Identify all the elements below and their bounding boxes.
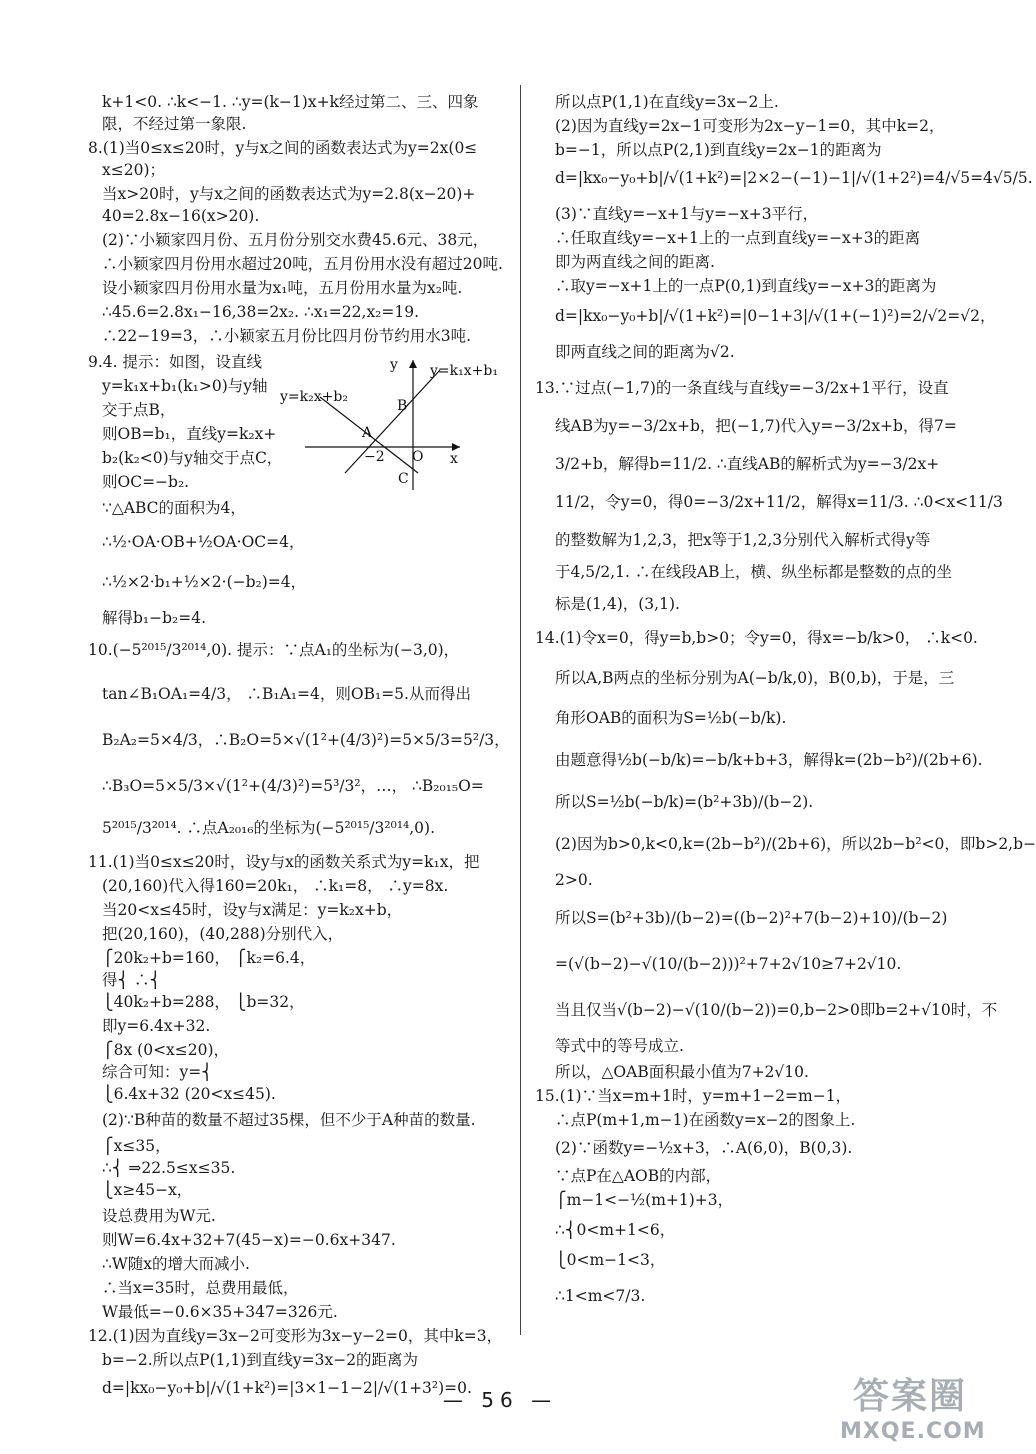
left-text-line: (2)∵B种苗的数量不超过35棵，但不少于A种苗的数量. xyxy=(102,1111,476,1129)
left-text-line: 解得b₁−b₂=4. xyxy=(102,609,207,627)
left-text-line: 12.(1)因为直线y=3x−2可变形为3x−y−2=0，其中k=3， xyxy=(88,1327,503,1345)
left-text-line: ⎧x≤35， xyxy=(102,1137,171,1155)
left-text-line: 限，不经过第一象限. xyxy=(102,115,247,133)
left-text-line: k+1<0. ∴k<−1. ∴y=(k−1)x+k经过第二、三、四象 xyxy=(102,93,479,111)
left-text-line: ∴小颖家四月份用水超过20吨，五月份用水没有超过20吨. xyxy=(102,255,503,273)
right-text-line: ∵点P在△AOB的内部， xyxy=(555,1167,722,1185)
left-text-line: B₂A₂=5×4/3，∴B₂O=5×√(1²+(4/3)²)=5×5/3=5²/3， xyxy=(102,731,510,749)
right-text-line: d=|kx₀−y₀+b|/√(1+k²)=|2×2−(−1)−1|/√(1+2²)=4/√5=4√5/5. xyxy=(555,169,1033,187)
line-intersection-figure xyxy=(280,355,510,495)
right-text-line: 所以S=(b²+3b)/(b−2)=((b−2)²+7(b−2)+10)/(b−2) xyxy=(555,909,948,927)
right-text-line: 标是(1,4)，(3,1). xyxy=(555,595,680,613)
right-text-line: 线AB为y=−3/2x+b，把(−1,7)代入y=−3/2x+b，得7= xyxy=(555,417,957,435)
left-text-line: ⎧20k₂+b=160， ⎧k₂=6.4， xyxy=(102,949,316,967)
left-text-line: 40=2.8x−16(x>20). xyxy=(102,207,260,225)
x-axis-label: x xyxy=(450,451,458,467)
left-text-line: ⎧8x (0<x≤20)， xyxy=(102,1041,230,1059)
right-text-line: =(√(b−2)−√(10/(b−2)))²+7+2√10≥7+2√10. xyxy=(555,955,902,973)
left-text-line: ⎩6.4x+32 (20<x≤45). xyxy=(102,1085,276,1103)
right-text-line: (2)∵函数y=−½x+3，∴A(6,0)，B(0,3). xyxy=(555,1139,853,1157)
left-text-line: (20,160)代入得160=20k₁， ∴k₁=8， ∴y=8x. xyxy=(102,877,449,895)
right-text-line: ⎧m−1<−½(m+1)+3， xyxy=(555,1191,734,1209)
right-text-line: 3/2+b，解得b=11/2. ∴直线AB的解析式为y=−3/2x+ xyxy=(555,455,940,473)
watermark xyxy=(840,1368,986,1444)
right-text-line: 15.(1)∵当x=m+1时，y=m+1−2=m−1， xyxy=(535,1087,852,1105)
right-text-line: ∴任取直线y=−x+1上的一点到直线y=−x+3的距离 xyxy=(555,229,921,247)
right-text-line: 所以S=½b(−b/k)=(b²+3b)/(b−2). xyxy=(555,793,814,811)
left-text-line: ∴⎨ ⇒22.5≤x≤35. xyxy=(102,1159,236,1177)
right-text-line: 所以A,B两点的坐标分别为A(−b/k,0)，B(0,b)，于是，三 xyxy=(555,669,955,687)
point-b-label: B xyxy=(397,398,408,414)
left-text-line: b=−2.所以点P(1,1)到直线y=3x−2的距离为 xyxy=(102,1351,419,1369)
left-text-line: 则OB=b₁，直线y=k₂x+ xyxy=(102,425,277,443)
left-text-line: 交于点B， xyxy=(102,401,176,419)
left-text-line: 当x>20时，y与x之间的函数表达式为y=2.8(x−20)+ xyxy=(102,185,476,203)
left-text-line: y=k₁x+b₁(k₁>0)与y轴 xyxy=(102,377,268,395)
right-text-line: (3)∵直线y=−x+1与y=−x+3平行， xyxy=(555,205,819,223)
right-text-line: ∴点P(m+1,m−1)在函数y=x−2的图象上. xyxy=(555,1111,856,1129)
right-text-line: (2)因为b>0,k<0,k=(2b−b²)/(2b+6)，所以2b−b²<0，即b>2,b− xyxy=(555,835,1036,853)
left-text-line: 把(20,160)，(40,288)分别代入， xyxy=(102,925,344,943)
page-number: — 56 — xyxy=(442,1388,558,1412)
point-a-label: A xyxy=(362,425,373,441)
right-text-line: 即为两直线之间的距离. xyxy=(555,253,715,271)
origin-label: O xyxy=(412,449,424,465)
right-text-line: 的整数解为1,2,3，把x等于1,2,3分别代入解析式得y等 xyxy=(555,531,931,549)
left-text-line: ∴W随x的增大而减小. xyxy=(102,1255,250,1273)
point-c-label: C xyxy=(398,471,409,487)
left-text-line: d=|kx₀−y₀+b|/√(1+k²)=|3×1−1−2|/√(1+3²)=0. xyxy=(102,1379,472,1397)
left-text-line: 11.(1)当0≤x≤20时，设y与x的函数关系式为y=k₁x，把 xyxy=(88,853,480,871)
right-text-line: 即两直线之间的距离为√2. xyxy=(555,343,735,361)
right-text-line: ∴1<m<7/3. xyxy=(555,1287,646,1305)
left-text-line: 得⎨ ∴⎨ xyxy=(102,971,162,989)
left-text-line: 8.(1)当0≤x≤20时，y与x之间的函数表达式为y=2x(0≤ xyxy=(88,139,478,157)
left-text-line: b₂(k₂<0)与y轴交于点C， xyxy=(102,449,283,467)
left-text-line: ∴22−19=3，∴小颖家五月份比四月份节约用水3吨. xyxy=(102,327,472,345)
right-text-line: 13.∵过点(−1,7)的一条直线与直线y=−3/2x+1平行，设直 xyxy=(535,379,949,397)
right-text-line: ⎩0<m−1<3， xyxy=(555,1251,666,1269)
right-text-line: 所以点P(1,1)在直线y=3x−2上. xyxy=(555,93,779,111)
right-text-line: ∴取y=−x+1上的一点P(0,1)到直线y=−x+3的距离为 xyxy=(555,277,937,295)
right-text-line: 角形OAB的面积为S=½b(−b/k). xyxy=(555,709,787,727)
left-text-line: W最低=−0.6×35+347=326元. xyxy=(102,1303,338,1321)
right-text-line: 等式中的等号成立. xyxy=(555,1037,684,1055)
left-text-line: 则W=6.4x+32+7(45−x)=−0.6x+347. xyxy=(102,1231,396,1249)
right-text-line: 2>0. xyxy=(555,871,593,889)
left-text-line: 综合可知：y=⎨ xyxy=(102,1063,213,1081)
left-text-line: ∴½·OA·OB+½OA·OC=4， xyxy=(102,533,305,551)
tick-label: −2 xyxy=(364,449,385,465)
right-text-line: b=−1，所以点P(2,1)到直线y=2x−1的距离为 xyxy=(555,141,882,159)
watermark-url: MXQE.COM xyxy=(840,1419,986,1444)
right-text-line: 于4,5/2,1. ∴在线段AB上，横、纵坐标都是整数的点的坐 xyxy=(555,563,952,581)
left-text-line: 设总费用为W元. xyxy=(102,1207,216,1225)
right-text-line: ∴⎨0<m+1<6， xyxy=(555,1221,676,1239)
right-text-line: 11/2，令y=0，得0=−3/2x+11/2，解得x=11/3. ∴0<x<11/3 xyxy=(555,493,1003,511)
left-text-line: x≤20)； xyxy=(102,161,165,179)
left-text-line: ⎩40k₂+b=288， ⎩b=32， xyxy=(102,993,305,1011)
left-text-line: (2)∵小颖家四月份、五月份分别交水费45.6元、38元， xyxy=(102,231,489,249)
left-text-line: ∵△ABC的面积为4， xyxy=(102,499,246,517)
left-text-line: ∴½×2·b₁+½×2·(−b₂)=4， xyxy=(102,573,307,591)
y-axis-label: y xyxy=(390,357,398,373)
left-text-line: ⎩x≥45−x， xyxy=(102,1181,193,1199)
left-text-line: 即y=6.4x+32. xyxy=(102,1017,211,1035)
right-text-line: (2)因为直线y=2x−1可变形为2x−y−1=0，其中k=2， xyxy=(555,117,945,135)
right-text-line: 所以，△OAB面积最小值为7+2√10. xyxy=(555,1063,809,1081)
left-text-line: ∴当x=35时，总费用最低， xyxy=(102,1279,299,1297)
left-text-line: 当20<x≤45时，设y与x满足：y=k₂x+b， xyxy=(102,901,403,919)
left-text-line: 9.4. 提示：如图，设直线 xyxy=(88,353,263,371)
left-text-line: 则OC=−b₂. xyxy=(102,473,190,491)
line-k1-label: y=k₁x+b₁ xyxy=(430,363,498,379)
column-divider xyxy=(520,85,521,1335)
left-text-line: tan∠B₁OA₁=4/3， ∴B₁A₁=4，则OB₁=5.从而得出 xyxy=(102,685,471,703)
right-text-line: 14.(1)令x=0，得y=b,b>0；令y=0，得x=−b/k>0， ∴k<0. xyxy=(535,629,978,647)
left-text-line: 10.(−5²⁰¹⁵/3²⁰¹⁴,0). 提示：∵点A₁的坐标为(−3,0)， xyxy=(88,641,460,659)
right-text-line: d=|kx₀−y₀+b|/√(1+k²)=|0−1+3|/√(1+(−1)²)=2/√2=√2， xyxy=(555,307,996,325)
line-k2-label: y=k₂x+b₂ xyxy=(280,389,348,405)
left-text-line: ∴B₃O=5×5/3×√(1²+(4/3)²)=5³/3²，…， ∴B₂₀₁₅O= xyxy=(102,777,484,795)
right-text-line: 由题意得½b(−b/k)=−b/k+b+3，解得k=(2b−b²)/(2b+6). xyxy=(555,751,983,769)
right-text-line: 当且仅当√(b−2)−√(10/(b−2))=0,b−2>0即b=2+√10时，不 xyxy=(555,1001,998,1019)
left-text-line: 5²⁰¹⁵/3²⁰¹⁴. ∴点A₂₀₁₆的坐标为(−5²⁰¹⁵/3²⁰¹⁴,0). xyxy=(102,819,436,837)
left-text-line: 设小颖家四月份用水量为x₁吨，五月份用水量为x₂吨. xyxy=(102,279,463,297)
watermark-title: 答案圈 xyxy=(852,1376,967,1417)
left-text-line: ∴45.6=2.8x₁−16,38=2x₂. ∴x₁=22,x₂=19. xyxy=(102,303,420,321)
